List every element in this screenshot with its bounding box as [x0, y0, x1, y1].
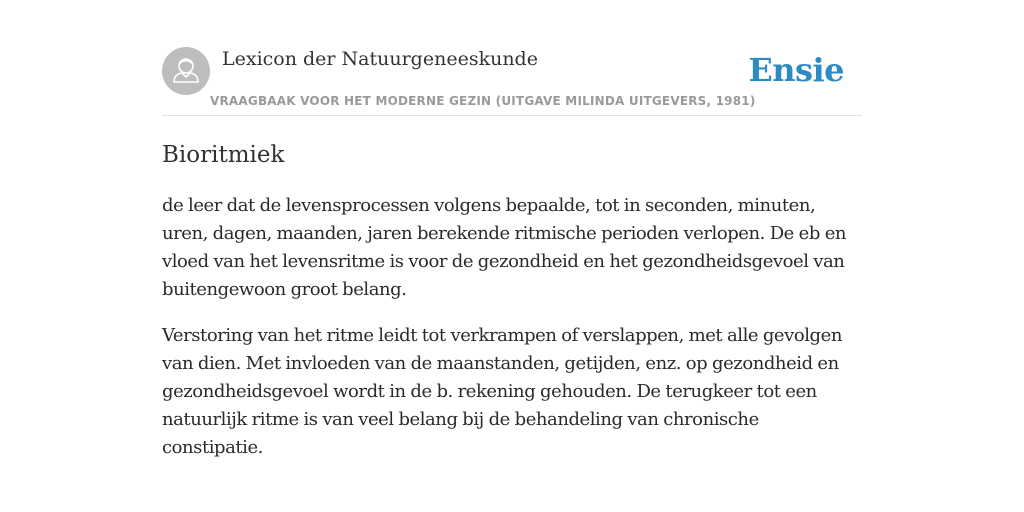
source-title[interactable]: Lexicon der Natuurgeneeskunde [222, 48, 538, 70]
entry-paragraph: Verstoring van het ritme leidt tot verkrampen of verslappen, met alle gevolgen van dien. Met invloeden van de maanstanden, getijden, enz. op gezondheid en gezondheidsgevoel wordt in de b. rekening gehouden. De terugkeer tot een natuurlijk ritme is van veel belang bij de behandeling van chronische constipatie. [162, 325, 842, 458]
entry-paragraph: de leer dat de levensprocessen volgens bepaalde, tot in seconden, minuten, uren, dagen, maanden, jaren berekende ritmische perioden verlopen. De eb en vloed van het levensritme is voor de gezondheid en het gezondheidsgevoel van buitengewoon groot belang. [162, 195, 847, 300]
entry-content [162, 192, 862, 480]
person-outline-icon [162, 47, 210, 95]
source-header [162, 44, 862, 116]
source-subtitle: VRAAGBAAK VOOR HET MODERNE GEZIN (UITGAVE MILINDA UITGEVERS, 1981) [210, 94, 756, 108]
user-avatar-icon[interactable] [162, 47, 210, 95]
entry-headword: Bioritmiek [162, 142, 285, 168]
ensie-logo[interactable]: Ensie [748, 51, 844, 89]
